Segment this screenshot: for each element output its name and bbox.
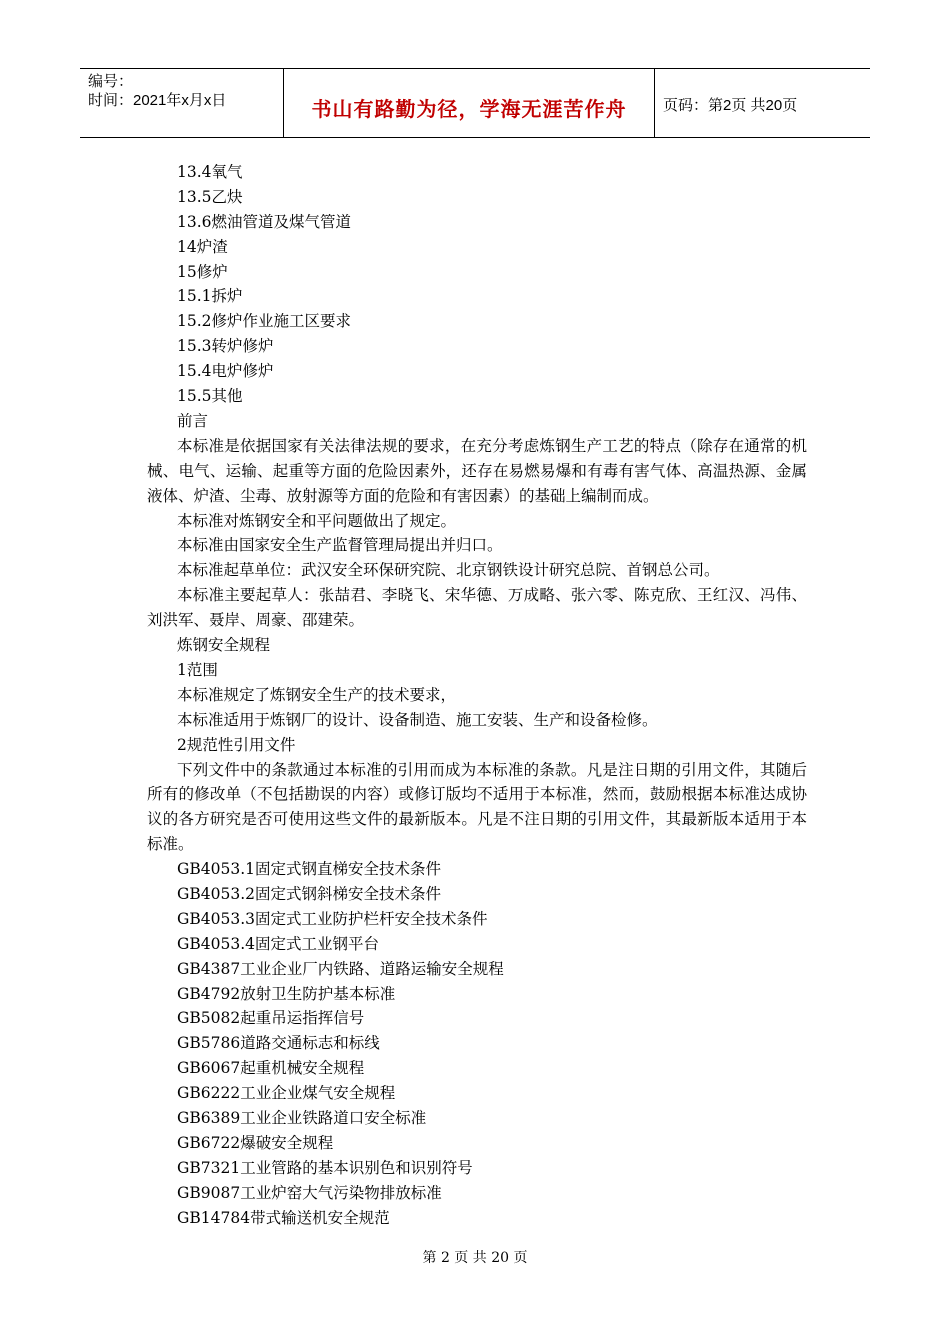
section-title: 炼钢安全规程 [177,636,271,655]
toc-line: 13.6燃油管道及煤气管道 [177,212,352,231]
scope-heading: 1范围 [177,660,218,679]
reference-item: GB4053.3固定式工业防护栏杆安全技术条件 [177,909,488,928]
toc-line: 15.4电炉修炉 [177,362,274,381]
reference-item: GB4053.1固定式钢直梯安全技术条件 [177,860,442,879]
header-page-info: 页码：第2页 共20页 [663,97,798,114]
toc-line: 15.2修炉作业施工区要求 [177,312,352,331]
preface-paragraph: 本标准对炼钢安全和平问题做出了规定。 [177,511,457,530]
preface-paragraph: 本标准主要起草人：张喆君、李晓飞、宋华德、万成略、张六零、陈克欣、王红汉、冯伟、刘洪军、聂岸、周豪、邵建荣。 [147,586,807,630]
document-time-label: 时间：2021年x月x日 [88,92,227,109]
header-motto-cell [284,69,655,137]
toc-line: 15修炉 [177,262,228,281]
page-footer: 第 2 页 共 20 页 [422,1250,528,1266]
header-motto: 书山有路勤为径，学海无涯苦作舟 [311,99,627,121]
reference-item: GB6389工业企业铁路道口安全标准 [177,1109,427,1128]
preface-paragraph: 本标准起草单位：武汉安全环保研究院、北京钢铁设计研究总院、首钢总公司。 [177,561,720,580]
references-heading: 2规范性引用文件 [177,735,296,754]
reference-item: GB6722爆破安全规程 [177,1133,334,1152]
reference-item: GB4053.2固定式钢斜梯安全技术条件 [177,885,442,904]
page-header [80,68,870,138]
document-number-label: 编号： [88,73,134,90]
reference-item: GB4792放射卫生防护基本标准 [177,984,396,1003]
scope-paragraph: 本标准规定了炼钢安全生产的技术要求， [177,685,457,704]
reference-item: GB6222工业企业煤气安全规程 [177,1084,396,1103]
preface-heading: 前言 [177,411,209,430]
reference-item: GB4387工业企业厂内铁路、道路运输安全规程 [177,959,504,978]
reference-item: GB7321工业管路的基本识别色和识别符号 [177,1158,473,1177]
header-page-cell [655,69,870,137]
references-intro: 下列文件中的条款通过本标准的引用而成为本标准的条款。凡是注日期的引用文件，其随后所有的修改单（不包括勘误的内容）或修订版均不适用于本标准，然而，鼓励根据本标准达成协议的各方研究是否可使用这些文件的最新版本。凡是不注日期的引用文件，其最新版本适用于本标准。 [147,760,807,854]
toc-line: 13.4氧气 [177,163,243,181]
preface-paragraph: 本标准是依据国家有关法律法规的要求，在充分考虑炼钢生产工艺的特点（除存在通常的机械、电气、运输、起重等方面的危险因素外，还存在易燃易爆和有毒有害气体、高温热源、金属液体、炉渣、尘毒、放射源等方面的危险和有害因素）的基础上编制而成。 [147,436,807,505]
toc-line: 15.3转炉修炉 [177,337,274,356]
reference-item: GB5082起重吊运指挥信号 [177,1009,365,1028]
reference-item: GB4053.4固定式工业钢平台 [177,934,380,953]
reference-item: GB14784带式输送机安全规范 [177,1208,390,1227]
toc-line: 15.1拆炉 [177,287,243,306]
reference-item: GB9087工业炉窑大气污染物排放标准 [177,1183,442,1202]
preface-paragraph: 本标准由国家安全生产监督管理局提出并归口。 [177,536,503,555]
reference-item: GB5786道路交通标志和标线 [177,1034,380,1053]
scope-paragraph: 本标准适用于炼钢厂的设计、设备制造、施工安装、生产和设备检修。 [177,710,658,729]
toc-line: 13.5乙炔 [177,187,243,206]
document-body [147,160,807,1230]
toc-line: 14炉渣 [177,237,228,256]
header-meta-cell [80,69,284,137]
toc-line: 15.5其他 [177,387,243,406]
reference-item: GB6067起重机械安全规程 [177,1059,365,1078]
